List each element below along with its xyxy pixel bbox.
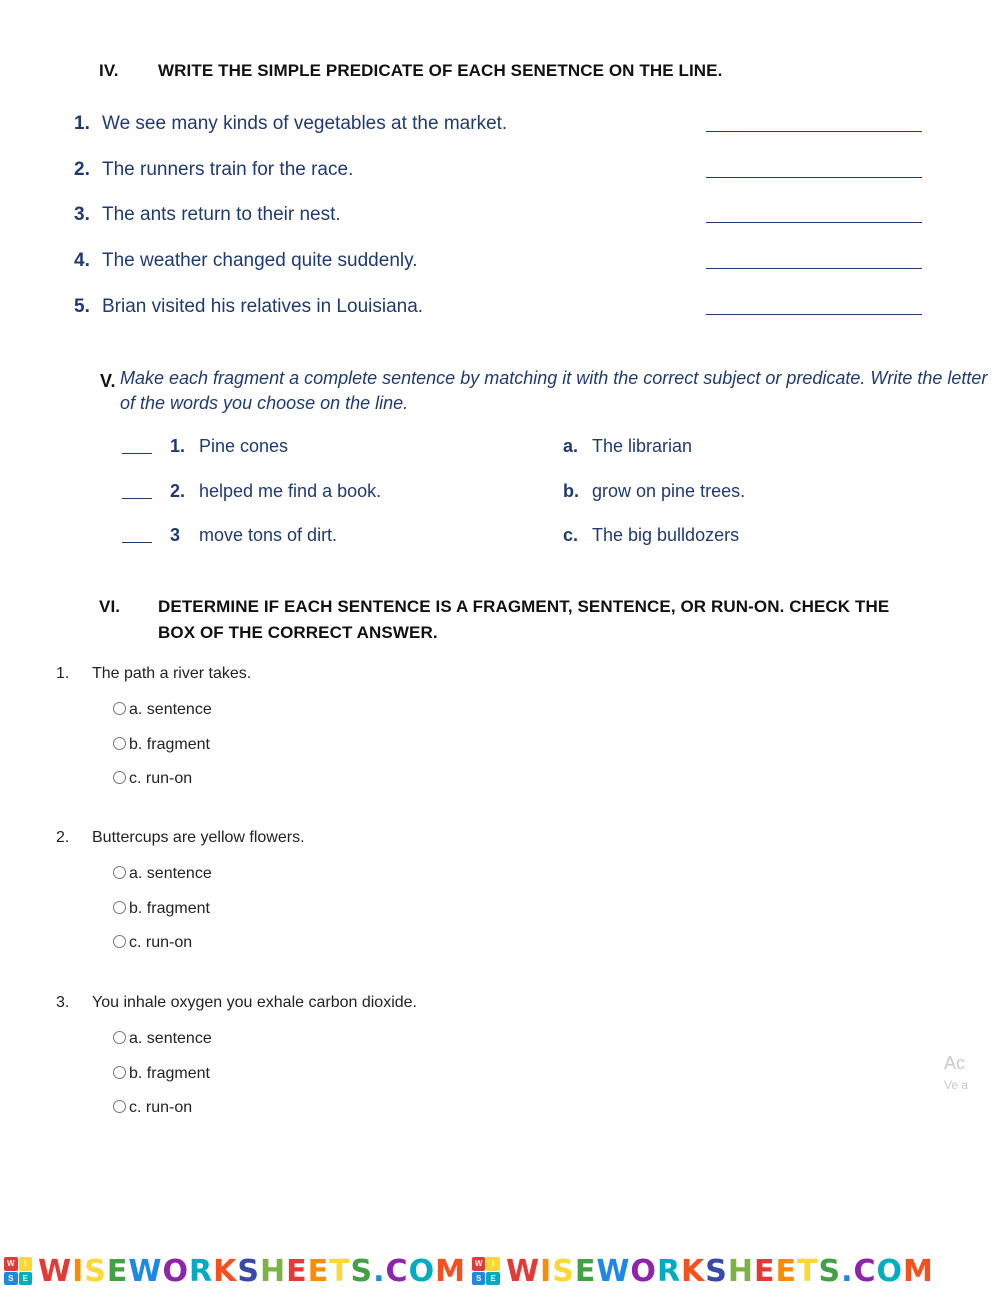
logo-tile: I <box>19 1257 33 1271</box>
brand-letter: C <box>853 1253 877 1289</box>
answer-option[interactable] <box>113 1030 212 1048</box>
option-label: b. fragment <box>129 899 210 917</box>
item-text: We see many kinds of vegetables at the market. <box>102 113 508 134</box>
option-label: c. run-on <box>129 770 193 787</box>
answer-option[interactable] <box>113 701 212 719</box>
answer-option[interactable] <box>113 900 210 918</box>
radio-button-icon[interactable] <box>113 935 126 948</box>
brand-logo-icon <box>472 1257 500 1285</box>
activation-watermark-line-1: Ac <box>944 1053 966 1073</box>
item-number: 2. <box>74 159 90 180</box>
section-5-instructions: Make each fragment a complete sentence by matching it with the correct subject or predicate. Write the letter of the words you choose on the line. <box>120 368 988 413</box>
answer-line[interactable] <box>706 131 922 132</box>
brand-letter: . <box>373 1253 386 1289</box>
option-label: b. fragment <box>129 1064 210 1082</box>
radio-button-icon[interactable] <box>113 771 126 784</box>
answer-option[interactable] <box>113 934 192 952</box>
answer-line[interactable] <box>706 314 922 315</box>
answer-option[interactable] <box>113 865 212 883</box>
fragment-number: 1. <box>170 436 186 456</box>
fragment-number: 2. <box>170 481 186 501</box>
brand-letter: E <box>307 1253 330 1289</box>
logo-tile: W <box>472 1257 486 1271</box>
brand-letter: E <box>754 1253 776 1289</box>
item-text: Brian visited his relatives in Louisiana. <box>102 296 424 317</box>
choice-letter: a. <box>563 436 579 456</box>
brand-letter: T <box>797 1253 819 1289</box>
section-6-number: VI. <box>99 597 121 616</box>
logo-tile: E <box>486 1272 500 1286</box>
radio-button-icon[interactable] <box>113 1100 126 1113</box>
brand-letter: K <box>213 1253 238 1289</box>
answer-option[interactable] <box>113 1099 192 1117</box>
brand-letter: S <box>818 1253 842 1289</box>
brand-letter: H <box>727 1253 755 1289</box>
brand-letter: O <box>876 1253 904 1289</box>
option-label: c. run-on <box>129 934 193 951</box>
fragment-text: helped me find a book. <box>199 481 382 501</box>
radio-button-icon[interactable] <box>113 901 126 914</box>
brand-letter: W <box>505 1253 541 1289</box>
item-text: The runners train for the race. <box>102 159 354 180</box>
brand-letter: W <box>596 1253 631 1289</box>
brand-letter: E <box>106 1253 129 1289</box>
section-6-title-line-2: BOX OF THE CORRECT ANSWER. <box>158 623 438 642</box>
activation-watermark-line-2: Ve a <box>944 1078 969 1092</box>
option-label: a. sentence <box>129 1030 212 1047</box>
brand-letter: S <box>237 1253 260 1289</box>
predicate-item <box>74 159 353 181</box>
answer-option[interactable] <box>113 736 210 754</box>
brand-logo-icon <box>4 1257 32 1285</box>
brand-letter: S <box>350 1253 374 1289</box>
item-text: The ants return to their nest. <box>102 204 341 225</box>
option-label: a. sentence <box>129 701 212 718</box>
radio-button-icon[interactable] <box>113 702 126 715</box>
footer-branding <box>0 1251 1000 1291</box>
brand-letter: S <box>552 1253 575 1289</box>
brand-letter: E <box>286 1253 308 1289</box>
matching-answer-line[interactable] <box>122 542 152 543</box>
item-number: 1. <box>74 113 90 134</box>
brand-letter: O <box>162 1253 189 1289</box>
brand-letter: S <box>705 1253 728 1289</box>
fragment-text: Pine cones <box>199 436 289 456</box>
brand-letter: T <box>329 1253 351 1289</box>
brand-letter: I <box>540 1253 553 1289</box>
brand-letter: H <box>259 1253 287 1289</box>
answer-line[interactable] <box>706 268 922 269</box>
brand-1 <box>4 1254 466 1289</box>
brand-letter: R <box>188 1253 214 1289</box>
answer-line[interactable] <box>706 222 922 223</box>
section-6-title-line-1: DETERMINE IF EACH SENTENCE IS A FRAGMENT, SENTENCE, OR RUN-ON. CHECK THE <box>158 597 890 616</box>
brand-letter: W <box>38 1253 73 1289</box>
question-text: You inhale oxygen you exhale carbon dioxide. <box>92 994 417 1011</box>
logo-tile: W <box>4 1257 18 1271</box>
brand-letter: M <box>435 1253 466 1289</box>
logo-tile: S <box>472 1272 486 1286</box>
choice-letter: c. <box>563 525 579 545</box>
brand-letter: I <box>72 1253 85 1289</box>
brand-text <box>506 1254 934 1289</box>
predicate-item <box>74 113 507 135</box>
question-text: The path a river takes. <box>92 665 252 682</box>
brand-2 <box>472 1254 934 1289</box>
question-number: 3. <box>56 994 70 1011</box>
section-4-number: IV. <box>99 61 119 80</box>
brand-letter: C <box>385 1253 409 1289</box>
option-label: b. fragment <box>129 735 210 753</box>
radio-button-icon[interactable] <box>113 1031 126 1044</box>
item-text: The weather changed quite suddenly. <box>102 250 418 271</box>
section-5-number: V. <box>100 371 116 391</box>
choice-text: The librarian <box>592 436 693 456</box>
answer-option[interactable] <box>113 1065 210 1083</box>
brand-letter: K <box>681 1253 706 1289</box>
item-number: 5. <box>74 296 90 317</box>
radio-button-icon[interactable] <box>113 866 126 879</box>
choice-text: The big bulldozers <box>592 525 740 545</box>
brand-text <box>38 1254 466 1289</box>
logo-tile: E <box>19 1272 33 1286</box>
item-number: 4. <box>74 250 90 271</box>
predicate-item <box>74 296 423 318</box>
choice-letter: b. <box>563 481 579 501</box>
logo-tile: I <box>486 1257 500 1271</box>
brand-letter: S <box>84 1253 107 1289</box>
question-text: Buttercups are yellow flowers. <box>92 829 305 846</box>
brand-letter: . <box>841 1253 854 1289</box>
option-label: c. run-on <box>129 1099 193 1116</box>
fragment-number: 3 <box>170 525 181 545</box>
predicate-item <box>74 250 417 272</box>
radio-button-icon[interactable] <box>113 737 126 750</box>
predicate-item <box>74 204 341 226</box>
logo-tile: S <box>4 1272 18 1286</box>
option-label: a. sentence <box>129 865 212 882</box>
question-number: 2. <box>56 829 70 846</box>
answer-line[interactable] <box>706 177 922 178</box>
brand-letter: O <box>630 1253 657 1289</box>
brand-letter: O <box>408 1253 436 1289</box>
brand-letter: E <box>775 1253 798 1289</box>
brand-letter: M <box>903 1253 934 1289</box>
answer-option[interactable] <box>113 770 192 788</box>
item-number: 3. <box>74 204 90 225</box>
matching-answer-line[interactable] <box>122 453 152 454</box>
brand-letter: E <box>574 1253 597 1289</box>
brand-letter: R <box>656 1253 682 1289</box>
fragment-text: move tons of dirt. <box>199 525 338 545</box>
brand-letter: W <box>128 1253 163 1289</box>
radio-button-icon[interactable] <box>113 1066 126 1079</box>
question-number: 1. <box>56 665 70 682</box>
section-4-title: WRITE THE SIMPLE PREDICATE OF EACH SENETNCE ON THE LINE. <box>158 61 723 80</box>
matching-answer-line[interactable] <box>122 498 152 499</box>
choice-text: grow on pine trees. <box>592 481 746 501</box>
